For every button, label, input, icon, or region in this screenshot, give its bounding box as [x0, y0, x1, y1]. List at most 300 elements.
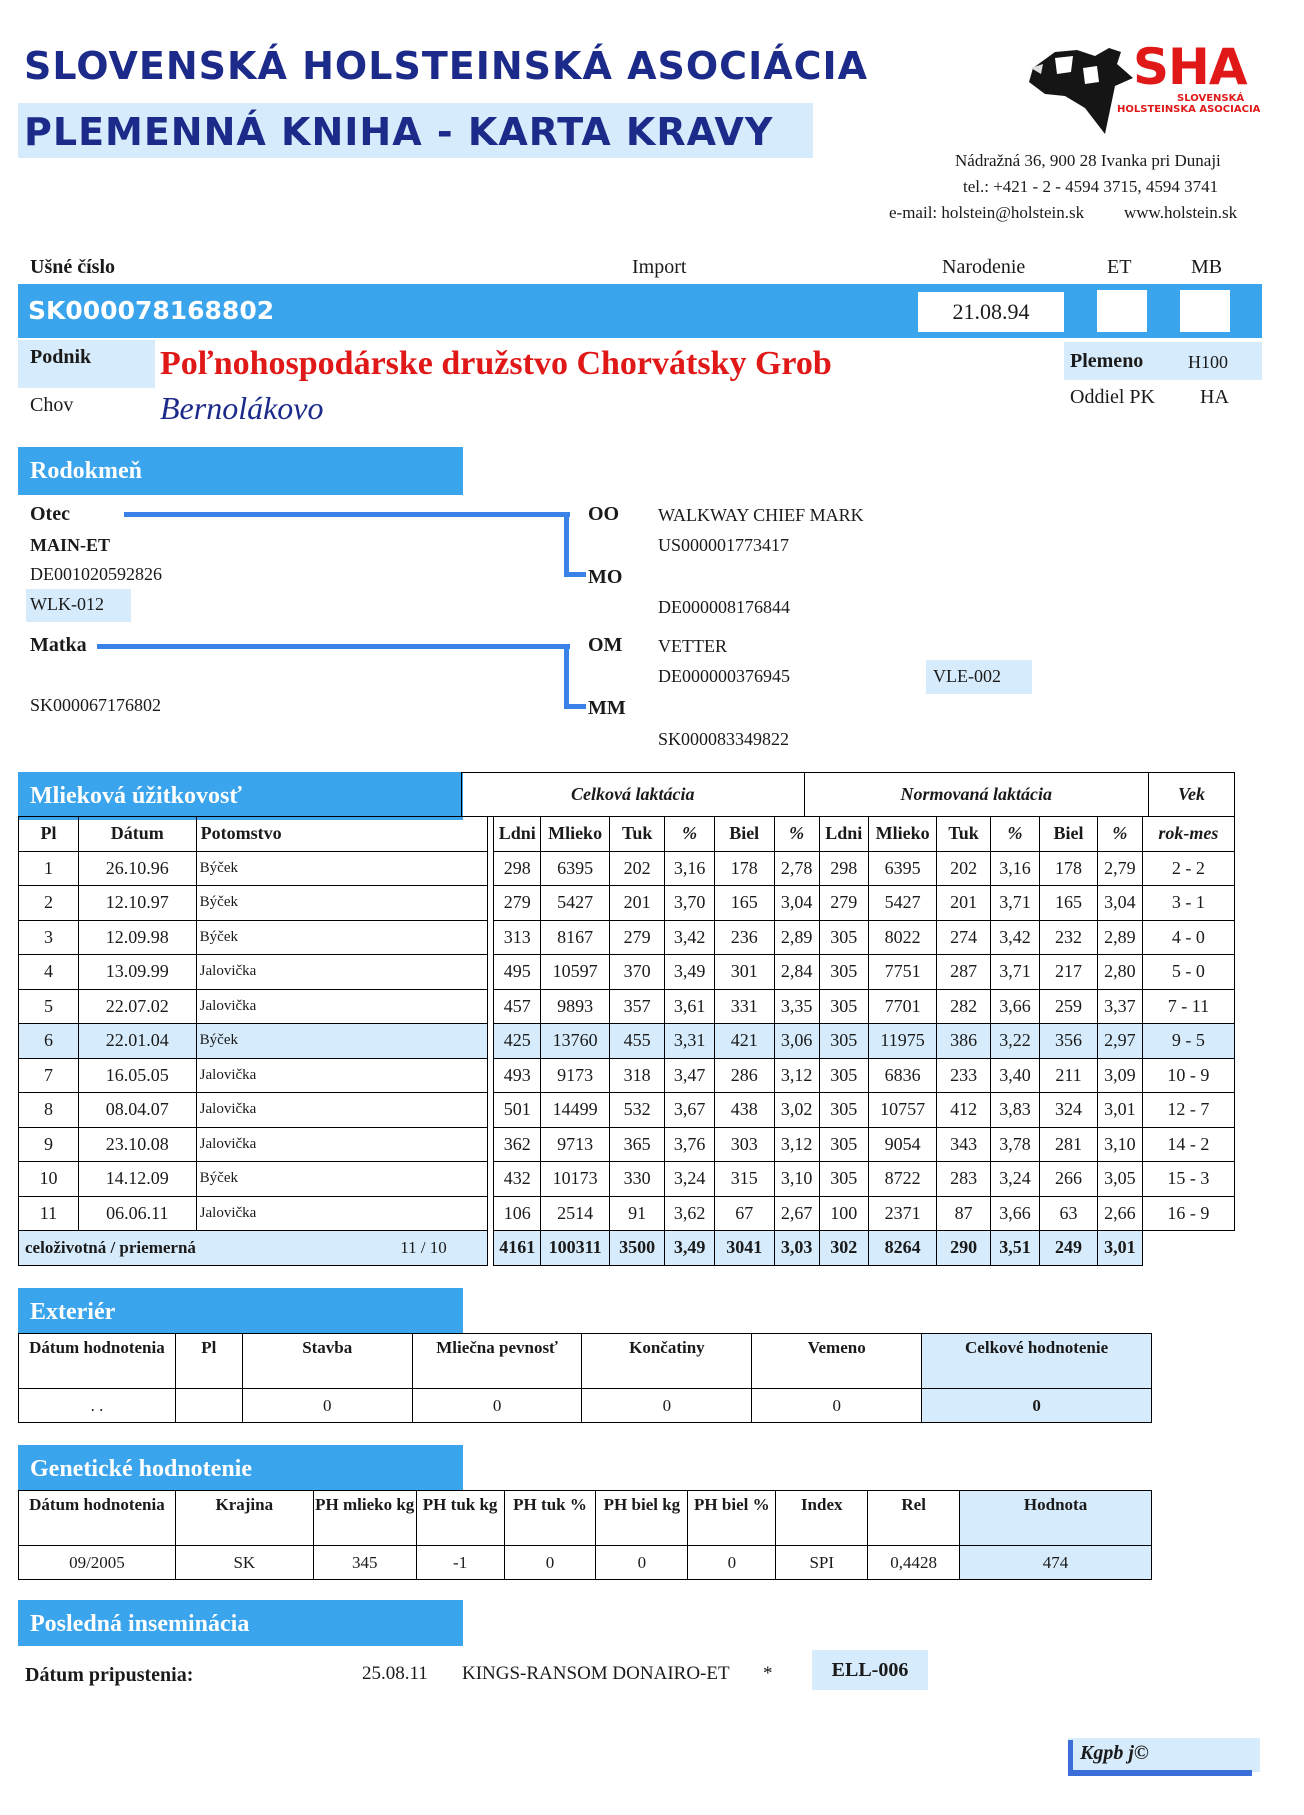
sum-6: 302 — [819, 1231, 868, 1266]
milk-cell: 2,89 — [774, 920, 819, 955]
ext-val-pl — [175, 1389, 242, 1423]
milk-cell: 3,42 — [665, 920, 714, 955]
milk-cell: 305 — [819, 920, 868, 955]
milk-cell: 2514 — [541, 1196, 610, 1231]
signature-tick — [1068, 1740, 1073, 1776]
milk-cell: 3,05 — [1097, 1162, 1142, 1197]
milk-row — [19, 989, 1235, 1024]
milk-cell: 3,04 — [774, 886, 819, 921]
gen-val-fat: -1 — [416, 1546, 504, 1580]
ext-col-date: Dátum hodnotenia — [19, 1334, 176, 1389]
milk-cell: 3,10 — [774, 1162, 819, 1197]
logo-sub2: HOLSTEINSKA ASOCIACIA — [1117, 104, 1261, 115]
doc-title: PLEMENNÁ KNIHA - KARTA KRAVY — [24, 110, 774, 154]
milk-cell: 305 — [819, 1093, 868, 1128]
milk-cell: 8 — [19, 1093, 79, 1128]
section-label: Oddiel PK — [1070, 386, 1155, 408]
milk-cell: 7 - 11 — [1142, 989, 1234, 1024]
milk-group-header — [461, 772, 1235, 817]
ext-col-legs: Končatiny — [582, 1334, 752, 1389]
org-name: SLOVENSKÁ HOLSTEINSKÁ ASOCIÁCIA — [24, 44, 869, 88]
milk-cell: 3,35 — [774, 989, 819, 1024]
milk-cell: 106 — [494, 1196, 541, 1231]
milk-cell: 305 — [819, 1127, 868, 1162]
milk-row — [19, 1058, 1235, 1093]
milk-cell: Býček — [196, 920, 487, 955]
col-fat: Tuk — [609, 817, 665, 852]
logo-text: SHA — [1133, 38, 1247, 96]
sire-name: MAIN-ET — [30, 535, 110, 555]
ext-val-build: 0 — [242, 1389, 412, 1423]
milk-row — [19, 1127, 1235, 1162]
milk-title: Mlieková úžitkovosť — [18, 772, 463, 820]
sum-11: 3,01 — [1097, 1231, 1142, 1266]
gen-col-date: Dátum hodnotenia — [19, 1491, 176, 1546]
sum-2: 3500 — [609, 1231, 665, 1266]
sum-3: 3,49 — [665, 1231, 714, 1266]
milk-cell: 3,40 — [990, 1058, 1039, 1093]
sum-0: 4161 — [494, 1231, 541, 1266]
milk-cell: 303 — [714, 1127, 774, 1162]
milk-cell: 6 — [19, 1024, 79, 1059]
milk-cell: 305 — [819, 1058, 868, 1093]
oo-label: OO — [588, 503, 620, 525]
milk-cell: 313 — [494, 920, 541, 955]
mb-label: MB — [1191, 256, 1223, 278]
milk-cell: Býček — [196, 1024, 487, 1059]
milk-cell: 3,24 — [990, 1162, 1039, 1197]
gen-val-protein-pct: 0 — [688, 1546, 776, 1580]
milk-cell: 8022 — [868, 920, 937, 955]
milk-cell: 2,66 — [1097, 1196, 1142, 1231]
milk-cell: 2,80 — [1097, 955, 1142, 990]
milk-cell: 1 — [19, 851, 79, 886]
milk-row — [19, 955, 1235, 990]
col-protein-pct-n: % — [1097, 817, 1142, 852]
breed-value: H100 — [1188, 352, 1228, 372]
ext-val-total: 0 — [922, 1389, 1152, 1423]
gen-val-index: SPI — [776, 1546, 868, 1580]
milk-cell: 305 — [819, 1162, 868, 1197]
milk-cell: 3,02 — [774, 1093, 819, 1128]
milk-cell: 13.09.99 — [78, 955, 196, 990]
milk-cell: 298 — [819, 851, 868, 886]
milk-cell: 493 — [494, 1058, 541, 1093]
summary-label: celoživotná / priemerná — [25, 1237, 196, 1257]
mo-id: DE000008176844 — [658, 597, 790, 617]
milk-cell: 178 — [1040, 851, 1098, 886]
col-protein-pct: % — [774, 817, 819, 852]
milk-cell: 365 — [609, 1127, 665, 1162]
milk-cell: 3,06 — [774, 1024, 819, 1059]
milk-cell: 3 — [19, 920, 79, 955]
milk-cell: 5427 — [541, 886, 610, 921]
genetic-table — [18, 1490, 1152, 1580]
ext-col-dairy: Mliečna pevnosť — [412, 1334, 582, 1389]
sum-10: 249 — [1040, 1231, 1098, 1266]
sum-5: 3,03 — [774, 1231, 819, 1266]
milk-cell: 5 — [19, 989, 79, 1024]
milk-cell: 301 — [714, 955, 774, 990]
milk-cell: 324 — [1040, 1093, 1098, 1128]
milk-cell: 315 — [714, 1162, 774, 1197]
ext-val-dairy: 0 — [412, 1389, 582, 1423]
dam-label: Matka — [30, 634, 87, 656]
milk-cell: 495 — [494, 955, 541, 990]
milk-cell: 9893 — [541, 989, 610, 1024]
section-value: HA — [1200, 386, 1229, 408]
insem-date-label: Dátum pripustenia: — [25, 1664, 194, 1686]
milk-cell: 63 — [1040, 1196, 1098, 1231]
gen-col-value: Hodnota — [960, 1491, 1152, 1546]
milk-row — [19, 886, 1235, 921]
milk-header-row — [19, 817, 1235, 852]
et-value-box — [1097, 290, 1147, 332]
exterior-table — [18, 1333, 1152, 1423]
sire-code: WLK-012 — [30, 594, 104, 614]
ear-number: SK000078168802 — [28, 296, 275, 325]
milk-summary-row — [19, 1231, 1235, 1266]
milk-cell: 412 — [937, 1093, 991, 1128]
milk-cell: 12 - 7 — [1142, 1093, 1234, 1128]
insem-code: ELL-006 — [831, 1659, 909, 1681]
milk-cell: 305 — [819, 1024, 868, 1059]
milk-cell: Býček — [196, 886, 487, 921]
milk-cell: 266 — [1040, 1162, 1098, 1197]
milk-cell: 438 — [714, 1093, 774, 1128]
milk-cell: 3,71 — [990, 955, 1039, 990]
address: Nádražná 36, 900 28 Ivanka pri Dunaji — [955, 151, 1221, 170]
gen-val-value: 474 — [960, 1546, 1152, 1580]
milk-cell: 3,12 — [774, 1058, 819, 1093]
milk-cell: Jalovička — [196, 955, 487, 990]
import-label: Import — [632, 256, 687, 278]
milk-cell: 202 — [609, 851, 665, 886]
milk-cell: Jalovička — [196, 1196, 487, 1231]
gen-val-fat-pct: 0 — [504, 1546, 596, 1580]
summary-label-cell — [19, 1231, 488, 1266]
mo-label: MO — [588, 566, 623, 588]
milk-cell: 14 - 2 — [1142, 1127, 1234, 1162]
milk-cell: 9054 — [868, 1127, 937, 1162]
milk-cell: 3,49 — [665, 955, 714, 990]
milk-row — [19, 851, 1235, 886]
sire-label: Otec — [30, 503, 70, 525]
milk-cell: 3,22 — [990, 1024, 1039, 1059]
sum-4: 3041 — [714, 1231, 774, 1266]
milk-cell: Jalovička — [196, 989, 487, 1024]
milk-cell: 9 — [19, 1127, 79, 1162]
milk-cell: 22.07.02 — [78, 989, 196, 1024]
farm-label: Podnik — [30, 346, 92, 368]
milk-cell: 425 — [494, 1024, 541, 1059]
milk-cell: 08.04.07 — [78, 1093, 196, 1128]
milk-cell: 259 — [1040, 989, 1098, 1024]
exterior-value-row — [19, 1389, 1152, 1423]
om-name: VETTER — [658, 636, 727, 656]
milk-cell: 432 — [494, 1162, 541, 1197]
milk-cell: Jalovička — [196, 1127, 487, 1162]
milk-cell: 233 — [937, 1058, 991, 1093]
signature: Kgpb j© — [1080, 1742, 1149, 1764]
milk-cell: 2371 — [868, 1196, 937, 1231]
col-date: Dátum — [78, 817, 196, 852]
milk-cell: 5427 — [868, 886, 937, 921]
milk-cell: 298 — [494, 851, 541, 886]
milk-cell: 7701 — [868, 989, 937, 1024]
milk-cell: 178 — [714, 851, 774, 886]
milk-cell: 13760 — [541, 1024, 610, 1059]
milk-cell: 279 — [819, 886, 868, 921]
milk-cell: 3,16 — [665, 851, 714, 886]
col-milk: Mlieko — [541, 817, 610, 852]
milk-cell: 3,67 — [665, 1093, 714, 1128]
email: e-mail: holstein@holstein.sk — [889, 203, 1085, 222]
milk-cell: 4 - 0 — [1142, 920, 1234, 955]
milk-cell: 455 — [609, 1024, 665, 1059]
logo-sub1: SLOVENSKÁ — [1177, 93, 1245, 104]
milk-cell: 3,76 — [665, 1127, 714, 1162]
milk-cell: 6395 — [868, 851, 937, 886]
milk-cell: 211 — [1040, 1058, 1098, 1093]
insem-date: 25.08.11 — [362, 1663, 428, 1684]
milk-cell: 236 — [714, 920, 774, 955]
milk-cell: 3,42 — [990, 920, 1039, 955]
col-days-n: Ldni — [819, 817, 868, 852]
milk-cell: 9173 — [541, 1058, 610, 1093]
gen-col-fat: PH tuk kg — [416, 1491, 504, 1546]
milk-cell: 318 — [609, 1058, 665, 1093]
milk-row — [19, 1162, 1235, 1197]
summary-age-empty — [1142, 1231, 1234, 1266]
sum-8: 290 — [937, 1231, 991, 1266]
ext-col-build: Stavba — [242, 1334, 412, 1389]
milk-cell: 4 — [19, 955, 79, 990]
milk-cell: 3,66 — [990, 1196, 1039, 1231]
milk-cell: 3 - 1 — [1142, 886, 1234, 921]
milk-cell: 10173 — [541, 1162, 610, 1197]
milk-cell: 16 - 9 — [1142, 1196, 1234, 1231]
ext-col-udder: Vemeno — [752, 1334, 922, 1389]
dam-vertical — [564, 644, 569, 708]
milk-cell: 3,10 — [1097, 1127, 1142, 1162]
sum-1: 100311 — [541, 1231, 610, 1266]
milk-cell: 281 — [1040, 1127, 1098, 1162]
col-protein-n: Biel — [1040, 817, 1098, 852]
milk-cell: 3,04 — [1097, 886, 1142, 921]
milk-cell: 22.01.04 — [78, 1024, 196, 1059]
milk-cell: 12.09.98 — [78, 920, 196, 955]
ext-col-total: Celkové hodnotenie — [922, 1334, 1152, 1389]
milk-cell: 286 — [714, 1058, 774, 1093]
milk-cell: 282 — [937, 989, 991, 1024]
phone: tel.: +421 - 2 - 4594 3715, 4594 3741 — [963, 177, 1219, 196]
milk-cell: 8722 — [868, 1162, 937, 1197]
milk-cell: 100 — [819, 1196, 868, 1231]
milk-cell: 362 — [494, 1127, 541, 1162]
insem-star: * — [763, 1663, 773, 1684]
milk-cell: 2,84 — [774, 955, 819, 990]
milk-cell: 5 - 0 — [1142, 955, 1234, 990]
milk-cell: 6836 — [868, 1058, 937, 1093]
milk-cell: 3,31 — [665, 1024, 714, 1059]
milk-cell: 2,78 — [774, 851, 819, 886]
milk-cell: 457 — [494, 989, 541, 1024]
oo-id: US000001773417 — [658, 535, 790, 555]
milk-cell: 14.12.09 — [78, 1162, 196, 1197]
milk-cell: 330 — [609, 1162, 665, 1197]
mm-id: SK000083349822 — [658, 729, 790, 749]
milk-cell: 3,66 — [990, 989, 1039, 1024]
gen-col-protein: PH biel kg — [596, 1491, 688, 1546]
milk-row — [19, 920, 1235, 955]
insemination-title: Posledná inseminácia — [18, 1600, 463, 1646]
gen-col-protein-pct: PH biel % — [688, 1491, 776, 1546]
exterior-header-row — [19, 1334, 1152, 1389]
milk-cell: 9713 — [541, 1127, 610, 1162]
milk-table — [18, 816, 1235, 1266]
milk-cell: 06.06.11 — [78, 1196, 196, 1231]
mb-value-box — [1180, 290, 1230, 332]
milk-cell: 279 — [494, 886, 541, 921]
milk-cell: 356 — [1040, 1024, 1098, 1059]
milk-cell: 343 — [937, 1127, 991, 1162]
milk-cell: 10597 — [541, 955, 610, 990]
milk-row — [19, 1093, 1235, 1128]
col-days: Ldni — [494, 817, 541, 852]
milk-cell: 3,61 — [665, 989, 714, 1024]
milk-cell: 232 — [1040, 920, 1098, 955]
milk-cell: 11975 — [868, 1024, 937, 1059]
col-fat-pct-n: % — [990, 817, 1039, 852]
gen-val-date: 09/2005 — [19, 1546, 176, 1580]
pedigree-title: Rodokmeň — [18, 447, 463, 495]
milk-row — [19, 1024, 1235, 1059]
group-total: Celková laktácia — [462, 773, 805, 817]
milk-cell: 3,70 — [665, 886, 714, 921]
om-id: DE000000376945 — [658, 666, 790, 686]
signature-line — [1068, 1770, 1252, 1776]
milk-row — [19, 1196, 1235, 1231]
mm-label: MM — [588, 697, 626, 719]
milk-cell: 386 — [937, 1024, 991, 1059]
milk-cell: 501 — [494, 1093, 541, 1128]
milk-cell: 2,89 — [1097, 920, 1142, 955]
milk-cell: 8167 — [541, 920, 610, 955]
gen-val-country: SK — [175, 1546, 313, 1580]
milk-cell: 15 - 3 — [1142, 1162, 1234, 1197]
sire-id: DE001020592826 — [30, 564, 162, 584]
gen-val-rel: 0,4428 — [868, 1546, 960, 1580]
milk-cell: 3,09 — [1097, 1058, 1142, 1093]
milk-cell: 3,62 — [665, 1196, 714, 1231]
milk-cell: 201 — [609, 886, 665, 921]
milk-cell: 305 — [819, 955, 868, 990]
milk-cell: 201 — [937, 886, 991, 921]
milk-cell: Býček — [196, 1162, 487, 1197]
milk-cell: 2,97 — [1097, 1024, 1142, 1059]
ext-val-udder: 0 — [752, 1389, 922, 1423]
ear-label: Ušné číslo — [30, 256, 115, 278]
milk-cell: 3,16 — [990, 851, 1039, 886]
col-milk-n: Mlieko — [868, 817, 937, 852]
milk-cell: 7751 — [868, 955, 937, 990]
milk-cell: 165 — [714, 886, 774, 921]
milk-cell: 6395 — [541, 851, 610, 886]
et-label: ET — [1107, 256, 1132, 278]
om-code: VLE-002 — [933, 666, 1001, 686]
group-age: Vek — [1149, 773, 1235, 817]
milk-cell: 3,12 — [774, 1127, 819, 1162]
sha-logo — [1025, 38, 1261, 138]
col-age: rok-mes — [1142, 817, 1234, 852]
milk-cell: 2,67 — [774, 1196, 819, 1231]
milk-cell: 421 — [714, 1024, 774, 1059]
col-pl: Pl — [19, 817, 79, 852]
gen-col-fat-pct: PH tuk % — [504, 1491, 596, 1546]
farm-name: Poľnohospodárske družstvo Chorvátsky Grob — [160, 345, 832, 382]
milk-cell: 165 — [1040, 886, 1098, 921]
milk-cell: 357 — [609, 989, 665, 1024]
summary-count: 11 / 10 — [400, 1237, 447, 1257]
sire-to-mo — [564, 572, 586, 577]
gen-col-milk: PH mlieko kg — [313, 1491, 416, 1546]
gen-col-index: Index — [776, 1491, 868, 1546]
gen-val-protein: 0 — [596, 1546, 688, 1580]
milk-cell: 7 — [19, 1058, 79, 1093]
milk-cell: 10 - 9 — [1142, 1058, 1234, 1093]
milk-cell: 67 — [714, 1196, 774, 1231]
birth-label: Narodenie — [942, 256, 1026, 278]
genetic-header-row — [19, 1491, 1152, 1546]
milk-cell: Jalovička — [196, 1058, 487, 1093]
milk-cell: 3,83 — [990, 1093, 1039, 1128]
col-fat-n: Tuk — [937, 817, 991, 852]
ext-val-legs: 0 — [582, 1389, 752, 1423]
genetic-title: Genetické hodnotenie — [18, 1445, 463, 1491]
milk-cell: 217 — [1040, 955, 1098, 990]
group-norm: Normovaná laktácia — [804, 773, 1149, 817]
gen-col-rel: Rel — [868, 1491, 960, 1546]
gen-col-country: Krajina — [175, 1491, 313, 1546]
milk-cell: 2,79 — [1097, 851, 1142, 886]
herd-name: Bernolákovo — [160, 390, 324, 426]
milk-cell: Jalovička — [196, 1093, 487, 1128]
milk-cell: 202 — [937, 851, 991, 886]
milk-cell: 3,71 — [990, 886, 1039, 921]
milk-cell: 10 — [19, 1162, 79, 1197]
milk-cell: 3,01 — [1097, 1093, 1142, 1128]
sum-7: 8264 — [868, 1231, 937, 1266]
website: www.holstein.sk — [1124, 203, 1238, 222]
milk-cell: Býček — [196, 851, 487, 886]
milk-cell: 274 — [937, 920, 991, 955]
milk-cell: 26.10.96 — [78, 851, 196, 886]
ext-col-pl: Pl — [175, 1334, 242, 1389]
oo-name: WALKWAY CHIEF MARK — [658, 505, 864, 525]
milk-cell: 370 — [609, 955, 665, 990]
ext-val-date: . . — [19, 1389, 176, 1423]
sire-vertical — [564, 512, 569, 576]
milk-cell: 305 — [819, 989, 868, 1024]
gen-val-milk: 345 — [313, 1546, 416, 1580]
genetic-value-row — [19, 1546, 1152, 1580]
exterior-title: Exteriér — [18, 1288, 463, 1334]
milk-cell: 12.10.97 — [78, 886, 196, 921]
birth-date: 21.08.94 — [918, 292, 1064, 332]
milk-cell: 2 - 2 — [1142, 851, 1234, 886]
milk-cell: 16.05.05 — [78, 1058, 196, 1093]
